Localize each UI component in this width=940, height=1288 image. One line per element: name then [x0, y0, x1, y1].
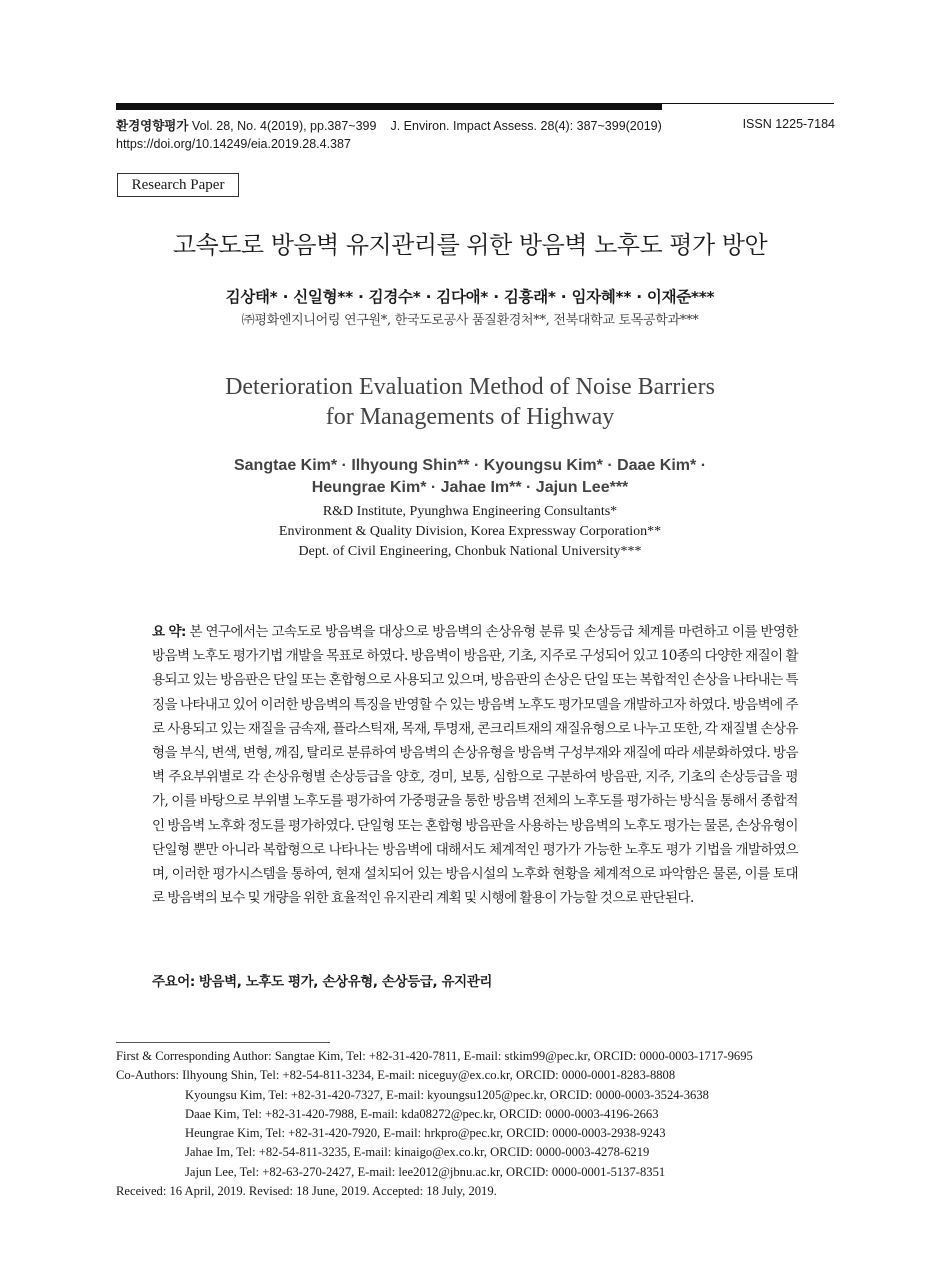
- keywords-value: 방음벽, 노후도 평가, 손상유형, 손상등급, 유지관리: [198, 974, 493, 990]
- keywords-label: 주요어:: [152, 974, 195, 990]
- co-author-info: Heungrae Kim, Tel: +82-31-420-7920, E-mail: hrkpro@pec.kr, ORCID: 0000-0003-2938-9243: [185, 1126, 666, 1141]
- first-author-info: First & Corresponding Author: Sangtae Kim, Tel: +82-31-420-7811, E-mail: stkim99@pec.kr, ORCID: 0000-0003-1717-9695: [116, 1049, 753, 1063]
- journal-name-kr: 환경영향평가: [116, 118, 189, 133]
- title-english: [0, 372, 940, 432]
- journal-volume-info: Vol. 28, No. 4(2019), pp.387~399: [188, 119, 377, 133]
- title-english-line-1: Deterioration Evaluation Method of Noise Barriers: [225, 374, 715, 400]
- co-author-info: Ilhyoung Shin, Tel: +82-54-811-3234, E-mail: niceguy@ex.co.kr, ORCID: 0000-0001-8283-8808: [182, 1068, 676, 1083]
- header-rule-thick: [116, 103, 662, 110]
- co-authors-label: Co-Authors:: [116, 1068, 179, 1083]
- co-author-info: Jahae Im, Tel: +82-54-811-3235, E-mail: kinaigo@ex.co.kr, ORCID: 0000-0003-4278-6219: [185, 1145, 650, 1160]
- footnotes: [116, 1047, 836, 1201]
- title-korean: 고속도로 방음벽 유지관리를 위한 방음벽 노후도 평가 방안: [172, 231, 768, 259]
- abstract-label: 요 약:: [152, 624, 186, 640]
- affiliation-english-1: R&D Institute, Pyunghwa Engineering Consultants*: [322, 504, 618, 519]
- article-type-badge: Research Paper: [117, 173, 239, 197]
- co-author-row: [116, 1066, 836, 1085]
- received-dates: Received: 16 April, 2019. Revised: 18 June, 2019. Accepted: 18 July, 2019.: [116, 1184, 497, 1199]
- authors-english-line-2: Heungrae Kim* · Jahae Im** · Jajun Lee***: [311, 479, 629, 496]
- abstract: [152, 620, 798, 910]
- affiliation-english-3: Dept. of Civil Engineering, Chonbuk National University***: [298, 544, 642, 559]
- journal-name-en: J. Environ. Impact Assess. 28(4): 387~399(2019): [390, 119, 662, 133]
- co-author-info: Daae Kim, Tel: +82-31-420-7988, E-mail: kda08272@pec.kr, ORCID: 0000-0003-4196-2663: [185, 1106, 659, 1121]
- affiliations-english: [0, 502, 940, 562]
- authors-english-line-1: Sangtae Kim* · Ilhyoung Shin** · Kyoungsu Kim* · Daae Kim* ·: [233, 457, 707, 474]
- authors-korean: 김상태* · 신일형** · 김경수* · 김다애* · 김흥래* · 임자혜** · 이재준***: [225, 288, 715, 306]
- header-rule-thin: [662, 103, 834, 104]
- abstract-text: 본 연구에서는 고속도로 방음벽을 대상으로 방음벽의 손상유형 분류 및 손상등급 체계를 마련하고 이를 반영한 방음벽 노후도 평가기법 개발을 목표로 하였다. 방음벽이 방음판, 기초, 지주로 구성되어 있고 10종의 다양한 재질이 활용되고 있는 방음판은 단일 또는 혼합형으로 사용되고 있으며, 방음판의 손상은 단일 또는 복합적인 손상을 나타내는 특징을 나타내고 있어 이러한 방음벽의 특징을 반영할 수 있는 방음벽 노후도 평가모델을 개발하고자 하였다. 방음벽에 주로 사용되고 있는 재질을 금속재, 플라스틱재, 목재, 투명재, 콘크리트재의 재질유형으로 나누고 또한, 각 재질별 손상유형을 부식, 변색, 변형, 깨짐, 탈리로 분류하여 방음벽의 손상유형을 방음벽 구성부재와 재질에 따라 세분화하였다. 방음벽 주요부위별로 각 손상유형별 손상등급을 양호, 경미, 보통, 심함으로 구분하여 방음판, 지주, 기초의 손상등급을 평가, 이를 바탕으로 부위별 노후도를 평가하여 가중평균을 통한 방음벽 전체의 노후도를 평가하는 방식을 통해서 종합적인 방음벽 노후화 정도를 평가하였다. 단일형 또는 혼합형 방음판을 사용하는 방음벽의 노후도 평가는 물론, 손상유형이 단일형 뿐만 아니라 복합형으로 나타나는 방음벽에 대해서도 체계적인 평가가 가능한 노후도 평가 기법을 개발하였으며, 이러한 평가시스템을 통하여, 현재 설치되어 있는 방음시설의 노후화 현황을 체계적으로 파악함은 물론, 이를 토대로 방음벽의 보수 및 개량을 위한 효율적인 유지관리 계획 및 시행에 활용이 가능할 것으로 판단된다.: [152, 624, 798, 907]
- authors-english: [0, 455, 940, 499]
- footnote-rule: [116, 1042, 330, 1043]
- co-author-info: Kyoungsu Kim, Tel: +82-31-420-7327, E-mail: kyoungsu1205@pec.kr, ORCID: 0000-0003-3524-3638: [185, 1087, 709, 1102]
- doi-link[interactable]: https://doi.org/10.14249/eia.2019.28.4.387: [116, 137, 351, 151]
- affiliation-english-2: Environment & Quality Division, Korea Expressway Corporation**: [278, 524, 662, 539]
- keywords: [152, 970, 798, 994]
- issn: ISSN 1225-7184: [742, 117, 835, 131]
- title-english-line-2: for Managements of Highway: [325, 404, 615, 430]
- journal-citation: [116, 117, 676, 135]
- affiliations-korean: ㈜평화엔지니어링 연구원*, 한국도로공사 품질환경처**, 전북대학교 토목공학과***: [241, 313, 699, 328]
- co-author-info: Jajun Lee, Tel: +82-63-270-2427, E-mail: lee2012@jbnu.ac.kr, ORCID: 0000-0001-5137-8351: [185, 1164, 666, 1179]
